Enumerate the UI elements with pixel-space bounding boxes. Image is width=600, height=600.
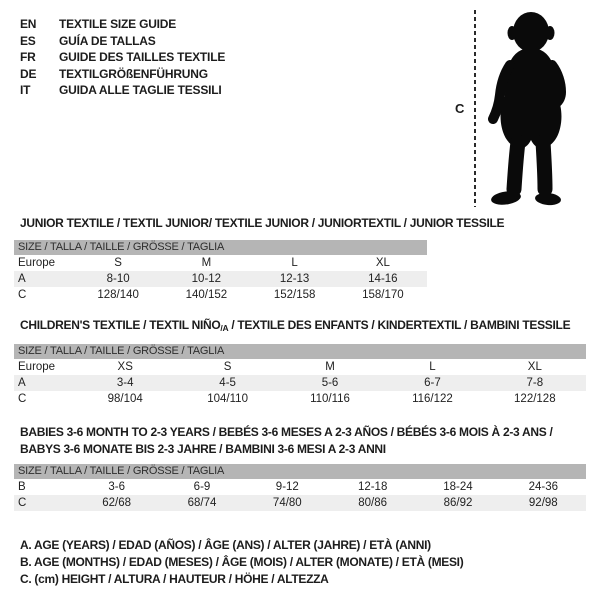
section-title-babies-line2: BABYS 3-6 MONATE BIS 2-3 JAHRE / BAMBINI 3-6 MESI A 2-3 ANNI	[20, 442, 386, 456]
table-cell: 4-5	[219, 377, 236, 389]
language-row-fr	[20, 49, 225, 66]
table-cell: 74/80	[272, 497, 302, 509]
table-row-europe	[14, 359, 586, 375]
table-cell: XL	[527, 361, 542, 373]
table-cell: 152/158	[273, 289, 316, 301]
table-cell: 158/170	[362, 289, 404, 301]
children-size-table	[14, 344, 586, 407]
row-label: C	[18, 289, 27, 301]
table-row-a	[14, 271, 427, 287]
table-cell: 122/128	[514, 393, 556, 405]
row-label: A	[18, 273, 26, 285]
section-title-children	[20, 318, 570, 335]
table-cell: 12-18	[357, 481, 388, 493]
section-title-junior: JUNIOR TEXTILE / TEXTIL JUNIOR/ TEXTILE JUNIOR / JUNIORTEXTIL / JUNIOR TESSILE	[20, 216, 505, 230]
legend-line-b: B. AGE (MONTHS) / EDAD (MESES) / ÂGE (MOIS) / ALTER (MONATE) / ETÀ (MESI)	[20, 555, 464, 569]
section-title-babies	[20, 424, 595, 458]
row-label: A	[18, 377, 26, 389]
language-code: EN	[20, 17, 37, 31]
language-code: ES	[20, 33, 36, 48]
table-cell: 140/152	[185, 289, 228, 301]
table-cell: 24-36	[528, 481, 559, 493]
junior-size-table	[14, 240, 427, 303]
language-title: GUIDA ALLE TAGLIE TESSILI	[59, 83, 222, 97]
table-cell: M	[325, 361, 335, 373]
table-cell: 62/68	[102, 497, 132, 509]
table-cell: 116/122	[412, 393, 453, 405]
table-cell: 7-8	[526, 377, 544, 389]
language-row-es	[20, 33, 225, 50]
table-row-a	[14, 375, 586, 391]
language-title: GUÍA DE TALLAS	[59, 33, 156, 48]
language-row-de	[20, 66, 225, 83]
table-cell: 18-24	[443, 481, 473, 493]
row-label: Europe	[18, 361, 56, 373]
table-cell: 6-7	[424, 377, 441, 389]
table-row-c	[14, 287, 427, 303]
table-row-b	[14, 479, 586, 495]
row-label: C	[18, 497, 27, 509]
language-row-en	[20, 16, 225, 33]
table-cell: 104/110	[207, 393, 248, 405]
table-cell: L	[429, 361, 436, 373]
table-cell: 80/86	[358, 497, 388, 509]
table-cell: 68/74	[187, 497, 217, 509]
language-row-it	[20, 82, 225, 99]
height-measure-dashed-line-icon	[474, 10, 476, 207]
table-cell: XL	[375, 257, 390, 269]
table-cell: 3-4	[116, 377, 134, 389]
row-label: C	[18, 393, 27, 405]
baby-silhouette-icon	[480, 8, 580, 208]
table-cell: S	[223, 361, 232, 373]
babies-size-table	[14, 464, 586, 511]
row-label: Europe	[18, 257, 56, 269]
section-title-children-subscript: /A	[220, 323, 229, 333]
table-cell: 6-9	[193, 481, 211, 493]
table-cell: 10-12	[191, 273, 222, 285]
language-code: FR	[20, 50, 36, 64]
section-title-children-prefix: CHILDREN'S TEXTILE / TEXTIL NIÑO	[20, 318, 221, 332]
table-cell: 9-12	[275, 481, 299, 493]
table-cell: 14-16	[368, 273, 398, 285]
table-cell: 12-13	[279, 273, 310, 285]
table-row-europe	[14, 255, 427, 271]
table-size-header-band: SIZE / TALLA / TAILLE / GRÖSSE / TAGLIA	[14, 464, 586, 479]
language-title: TEXTILE SIZE GUIDE	[59, 17, 177, 31]
table-cell: 128/140	[97, 289, 139, 301]
section-title-babies-line1: BABIES 3-6 MONTH TO 2-3 YEARS / BEBÉS 3-6 MESES A 2-3 AÑOS / BÉBÉS 3-6 MOIS À 2-3 ANS /	[20, 425, 553, 439]
row-label: B	[18, 481, 26, 493]
language-title-list	[20, 16, 225, 99]
table-cell: 86/92	[443, 497, 473, 509]
table-cell: M	[201, 257, 212, 269]
table-row-c	[14, 495, 586, 511]
measure-legend	[20, 537, 463, 588]
table-size-header-band: SIZE / TALLA / TAILLE / GRÖSSE / TAGLIA	[14, 240, 427, 255]
language-title: TEXTILGRÖßENFÜHRUNG	[59, 66, 208, 81]
legend-line-c: C. (cm) HEIGHT / ALTURA / HAUTEUR / HÖHE / ALTEZZA	[20, 572, 329, 586]
table-size-header-band: SIZE / TALLA / TAILLE / GRÖSSE / TAGLIA	[14, 344, 586, 359]
table-cell: S	[114, 257, 122, 269]
table-cell: XS	[117, 361, 133, 373]
language-title: GUIDE DES TAILLES TEXTILE	[59, 50, 226, 64]
table-cell: 5-6	[321, 377, 339, 389]
table-cell: 110/116	[310, 393, 350, 405]
legend-line-a: A. AGE (YEARS) / EDAD (AÑOS) / ÂGE (ANS) / ALTER (JAHRE) / ETÀ (ANNI)	[20, 538, 431, 552]
language-code: IT	[20, 83, 31, 97]
language-code: DE	[20, 66, 37, 81]
section-title-children-suffix: / TEXTILE DES ENFANTS / KINDERTEXTIL / BAMBINI TESSILE	[228, 318, 571, 332]
table-cell: L	[291, 257, 298, 269]
table-row-c	[14, 391, 586, 407]
table-cell: 8-10	[106, 273, 130, 285]
table-cell: 3-6	[108, 481, 125, 493]
height-measure-label: C	[455, 101, 465, 116]
table-cell: 92/98	[528, 497, 558, 509]
table-cell: 98/104	[107, 393, 143, 405]
